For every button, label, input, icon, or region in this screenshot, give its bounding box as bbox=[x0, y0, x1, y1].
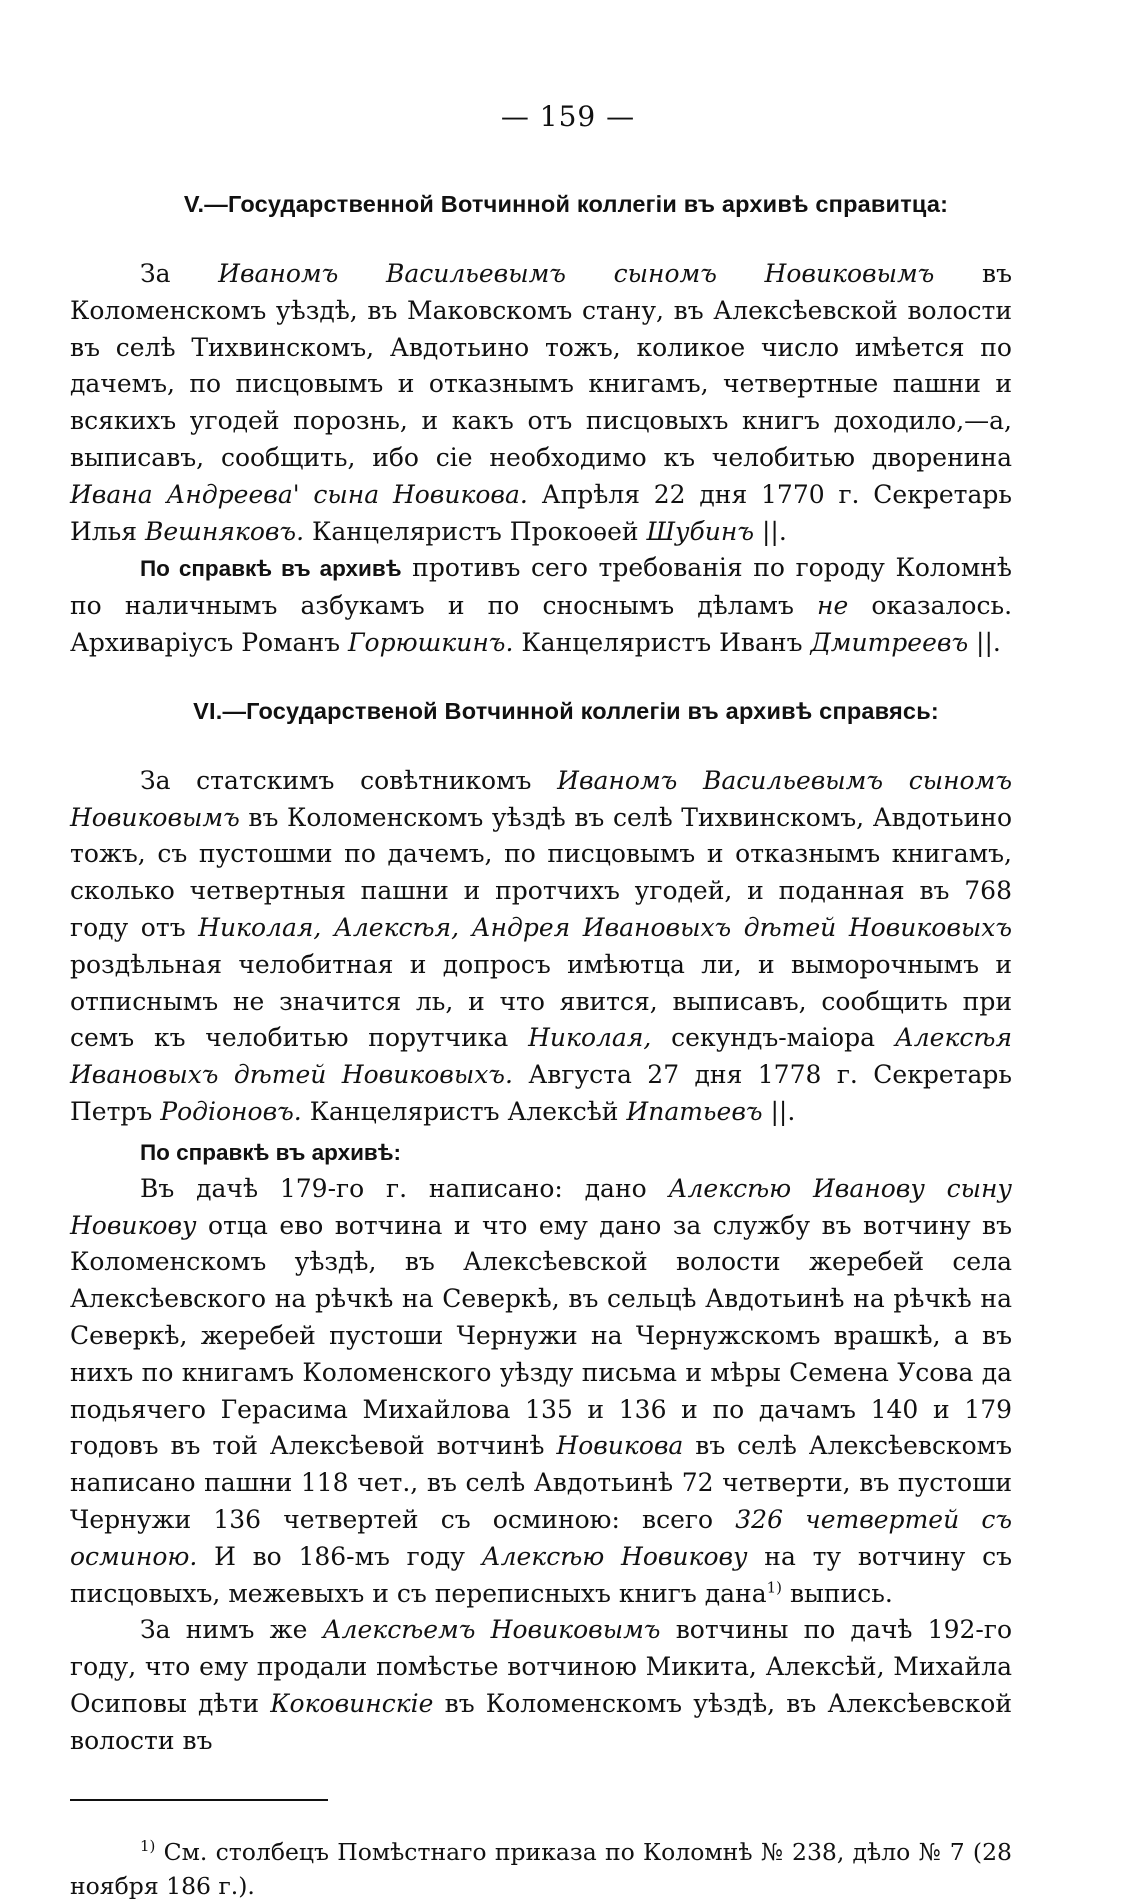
person-name: Новикова bbox=[556, 1431, 684, 1461]
section-vi-paragraph-2: Въ дачѣ 179-го г. написано: дано Алексѣю Иванову сыну Новикову отца ево вотчина и что ему дано за службу въ вотчину въ Коломенскомъ уѣздѣ, въ Алексѣевской волости жеребей села Алексѣевского на рѣчкѣ на Северкѣ, въ сельцѣ Авдотьинѣ на рѣчкѣ на Северкѣ, жеребей пустоши Чернужи на Чернужскомъ врашкѣ, а въ нихъ по книгамъ Коломенского уѣзду письма и мѣры Семена Усова да подьячего Герасима Михайлова 135 и 136 и по дачамъ 140 и 179 годовъ въ той Алексѣевой вотчинѣ Новикова въ селѣ Алексѣевскомъ написано пашни 118 чет., въ селѣ Авдотьинѣ 72 четверти, въ пустоши Чернужи 136 четвертей съ осминою: всего 326 четвертей съ осминою. И во 186-мъ году Алексѣю Новикову на ту вотчину съ писцовыхъ, межевыхъ и съ переписныхъ книгъ дана$^{1)}$ выпись. bbox=[70, 1173, 1013, 1608]
person-name: Алексѣя Ивановыхъ дѣтей Новиковыхъ. bbox=[70, 1023, 1012, 1090]
person-name: Ивана Андреева' сына Новикова. bbox=[70, 479, 528, 509]
page-number: — 159 — bbox=[500, 100, 636, 133]
section-v-paragraph-2: По справкѣ въ архивѣ противъ сего требованія по городу Коломнѣ по наличнымъ азбукамъ и по сноснымъ дѣламъ не оказалось. Архиваріусъ Романъ Горюшкинъ. Канцеляристъ Иванъ Дмитреевъ ||. bbox=[70, 553, 1013, 657]
person-name: Николая, bbox=[528, 1023, 652, 1053]
person-name: Алексѣю Иванову сыну Новикову bbox=[70, 1173, 1012, 1240]
archive-note-lead: По справкѣ въ архивѣ: bbox=[140, 1139, 402, 1165]
person-name: Шубинъ bbox=[646, 516, 755, 546]
section-vi-paragraph-1: За статскимъ совѣтникомъ Иваномъ Васильевымъ сыномъ Новиковымъ въ Коломенскомъ уѣздѣ въ селѣ Тихвинскомъ, Авдотьино тожъ, съ пустошми по дачемъ, по писцовымъ и отказнымъ книгамъ, сколько четвертныя пашни и протчихъ угодей, и поданная въ 768 году отъ Николая, Алексѣя, Андрея Ивановыхъ дѣтей Новиковыхъ роздѣльная челобитная и допросъ имѣютца ли, и выморочнымъ и отписнымъ не значится ль, и что явится, выписавъ, сообщить при семъ къ челобитью порутчика Николая, секундъ-маіора Алексѣя Ивановыхъ дѣтей Новиковыхъ. Августа 27 дня 1778 г. Секретарь Петръ Родіоновъ. Канцеляристъ Алексѣй Ипатьевъ ||. bbox=[70, 765, 1013, 1126]
person-name: Вешняковъ. bbox=[145, 516, 305, 546]
person-name: Алексѣю Новикову bbox=[481, 1541, 748, 1571]
footnote-reference: 1) bbox=[766, 1578, 783, 1597]
person-name: Иваномъ Васильевымъ сыномъ Новиковымъ bbox=[218, 259, 935, 288]
person-name: Ипатьевъ bbox=[626, 1096, 763, 1126]
person-name: Иваномъ Васильевымъ сыномъ Новиковымъ bbox=[70, 765, 1013, 832]
person-name: Родіоновъ. bbox=[160, 1096, 302, 1126]
footnote-marker: 1) bbox=[140, 1837, 156, 1856]
section-vi-heading: VI.—Государственой Вотчинной коллегіи въ архивѣ справясь: bbox=[193, 697, 939, 724]
person-name: Коковинскіе bbox=[270, 1688, 434, 1718]
person-name: Горюшкинъ. bbox=[347, 627, 514, 657]
footnote-divider bbox=[70, 1799, 328, 1801]
section-v-paragraph-1: За Иваномъ Васильевымъ сыномъ Новиковымъ въ Коломенскомъ уѣздѣ, въ Маковскомъ стану, въ Алексѣевской волости въ селѣ Тихвинскомъ, Авдотьино тожъ, коликое число имѣется по дачемъ, по писцовымъ и отказнымъ книгамъ, четвертные пашни и всякихъ угодей порознь, и какъ отъ писцовыхъ книгъ доходило,—а, выписавъ, сообщить, ибо сіе необходимо къ челобитью дворенина Ивана Андреева' сына Новикова. Апрѣля 22 дня 1770 г. Секретарь Илья Вешняковъ. Канцеляристъ Прокоѳей Шубинъ ||. bbox=[70, 259, 1013, 546]
section-v-heading: V.—Государственной Вотчинной коллегіи въ архивѣ справитца: bbox=[183, 191, 949, 217]
footnote bbox=[70, 1835, 1012, 1903]
footnote-text: $^{1)}$ См. столбецъ Помѣстнаго приказа по Коломнѣ № 238, дѣло № 7 (28 ноября 186 г.). bbox=[70, 1837, 1012, 1901]
person-name: Алексѣемъ Новиковымъ bbox=[322, 1615, 661, 1645]
person-name: Дмитреевъ bbox=[810, 627, 969, 657]
archive-note-lead: По справкѣ въ архивѣ bbox=[140, 556, 402, 582]
person-name: Николая, Алексѣя, Андрея Ивановыхъ дѣтей Новиковыхъ bbox=[198, 912, 1012, 942]
section-vi-paragraph-3: За нимъ же Алексѣемъ Новиковымъ вотчины по дачѣ 192-го году, что ему продали помѣстье вотчиною Микита, Алексѣй, Михайла Осиповы дѣти Коковинскіе въ Коломенскомъ уѣздѣ, въ Алексѣевской волости въ bbox=[70, 1615, 1012, 1755]
